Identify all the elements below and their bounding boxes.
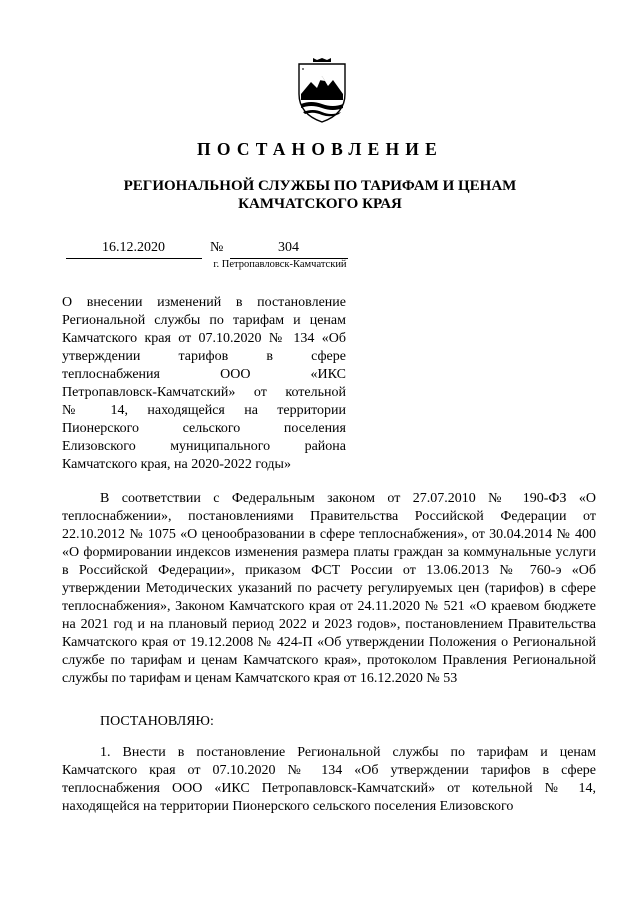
- document-subject: [62, 294, 346, 474]
- subject-line: Региональной службы по тарифам и ценам: [62, 313, 346, 328]
- subject-line: Камчатского края, на 2020-2022 годы»: [62, 457, 291, 472]
- preamble-paragraph: В соответствии с Федеральным законом от 27.07.2010 № 190-ФЗ «О теплоснабжении», постановлениями Правительства Российской Федерации от 22.10.2012 № 1075 «О ценообразовании в сфере теплоснабжения», от 30.04.2014 № 400 «О формировании индексов изменения размера платы граждан за коммунальные услуги в Российской Федерации», приказом ФСТ России от 13.06.2013 № 760-э «Об утверждении Методических указаний по расчету регулируемых цен (тарифов) в сфере теплоснабжения», Законом Камчатского края от 24.11.2020 № 521 «О краевом бюджете на 2021 год и на плановый период 2022 и 2023 годов», постановлением Правительства Камчатского края от 19.12.2008 № 424-П «Об утверждении Положения о Региональной службе по тарифам и ценам Камчатского края», протоколом Правления Региональной службы по тарифам и ценам Камчатского края от 16.12.2020 № 53: [62, 491, 596, 686]
- coat-of-arms-icon: [295, 58, 349, 124]
- authority-line-2: КАМЧАТСКОГО КРАЯ: [238, 196, 402, 212]
- document-date: 16.12.2020: [102, 240, 165, 255]
- resolve-heading: ПОСТАНОВЛЯЮ:: [100, 714, 214, 729]
- issuing-authority: [0, 177, 640, 213]
- subject-line: теплоснабжения ООО «ИКС: [62, 367, 346, 382]
- document-city: г. Петропавловск-Камчатский: [213, 259, 347, 270]
- subject-line: утверждении тарифов в сфере: [62, 349, 346, 364]
- subject-line: Елизовского муниципального района: [62, 439, 346, 454]
- document-title: ПОСТАНОВЛЕНИЕ: [197, 139, 443, 159]
- document-number: 304: [278, 240, 299, 255]
- subject-line: Камчатского края от 07.10.2020 № 134 «Об: [62, 331, 346, 346]
- subject-line: О внесении изменений в постановление: [62, 295, 346, 310]
- authority-line-1: РЕГИОНАЛЬНОЙ СЛУЖБЫ ПО ТАРИФАМ И ЦЕНАМ: [123, 178, 517, 194]
- subject-line: Петропавловск-Камчатский» от котельной: [62, 385, 346, 400]
- subject-line: Пионерского сельского поселения: [62, 421, 346, 436]
- number-sign: №: [210, 240, 224, 255]
- subject-line: № 14, находящейся на территории: [62, 403, 346, 418]
- item-1-paragraph: 1. Внести в постановление Региональной службы по тарифам и ценам Камчатского края от 07.10.2020 № 134 «Об утверждении тарифов в сфере теплоснабжения ООО «ИКС Петропавловск-Камчатский» от котельной № 14, находящейся на территории Пионерского сельского поселения Елизовского: [62, 745, 596, 814]
